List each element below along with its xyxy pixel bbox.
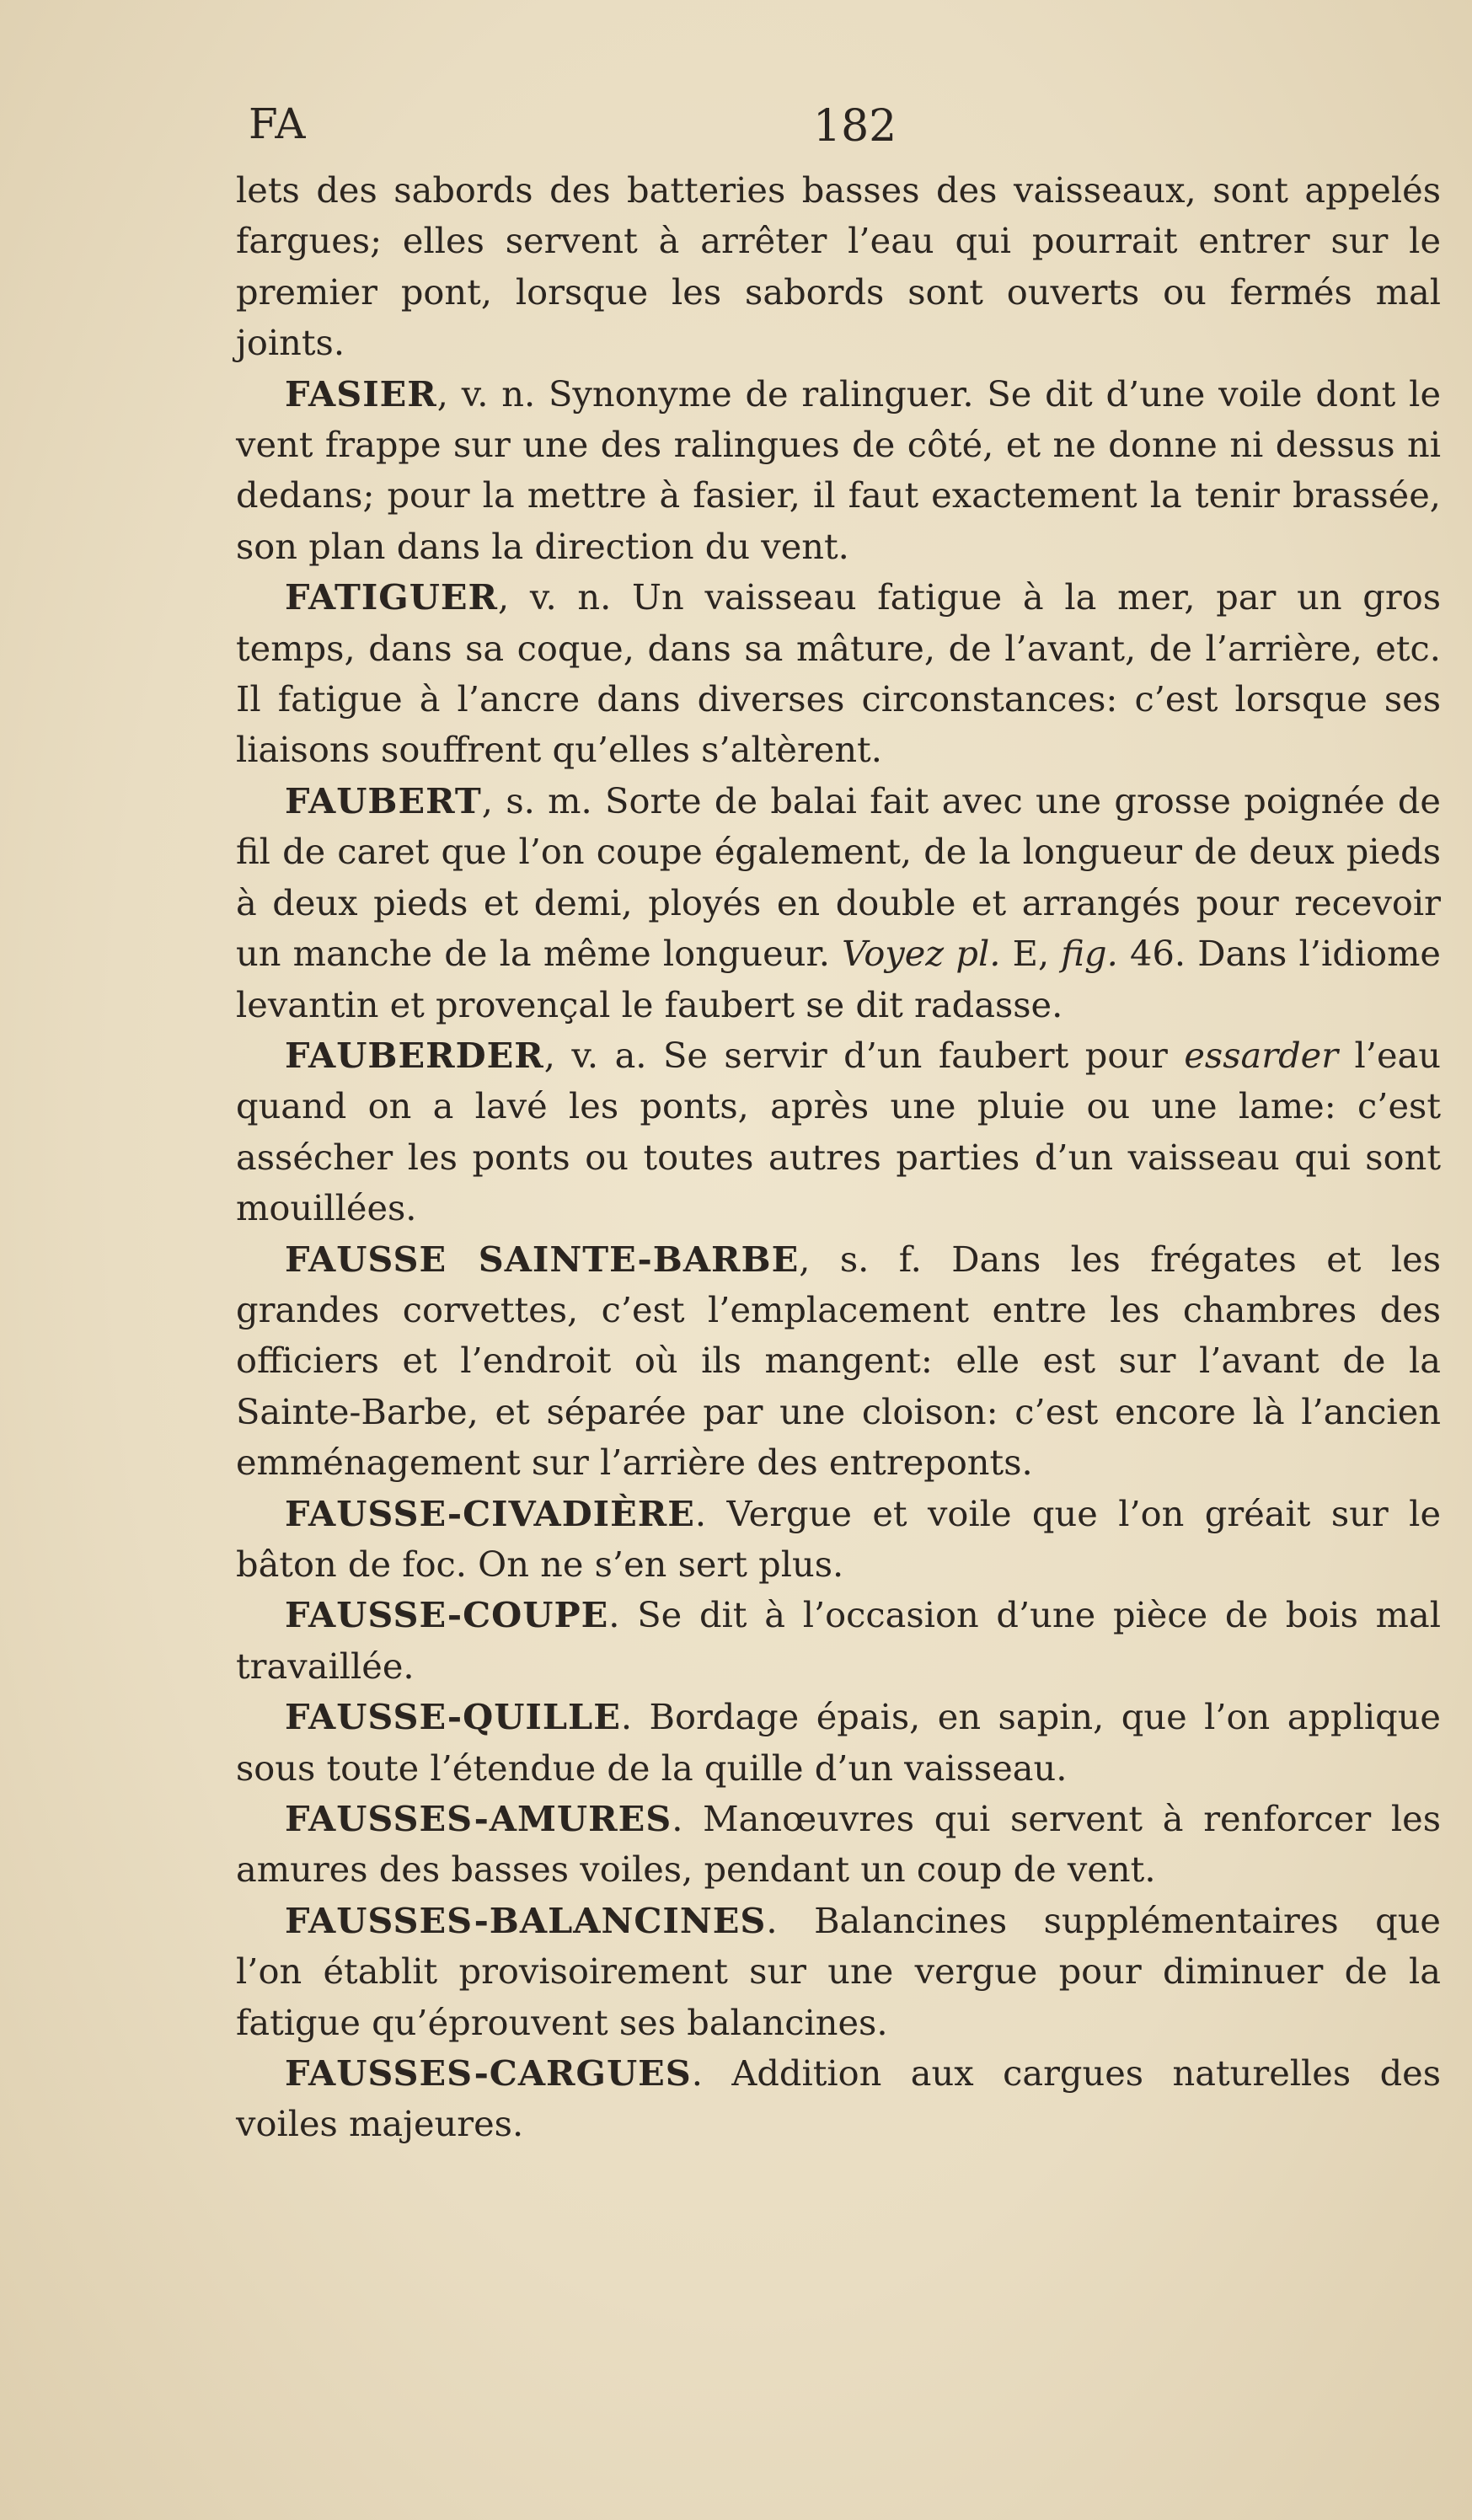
page-number: 182 — [813, 101, 897, 152]
headword: FAUBERDER — [285, 1034, 544, 1076]
entry-faubert — [236, 776, 1441, 1030]
grammar-note: , s. m. — [481, 779, 606, 821]
italic-term: essarder — [1184, 1034, 1339, 1076]
entry-fauberder — [236, 1030, 1441, 1234]
definition-end: 46. Dans l’idiome levantin et provençal le faubert se dit radasse. — [236, 933, 1441, 1025]
grammar-note: . — [672, 1798, 704, 1839]
definition: Se dit à l’occasion d’une pièce de bois mal travaillée. — [236, 1594, 1441, 1687]
definition: Vergue et voile que l’on gréait sur le bâton de foc. On ne s’en sert plus. — [236, 1492, 1442, 1585]
headword: FAUSSES-CARGUES — [285, 2052, 692, 2095]
entry-fatiguer — [236, 572, 1441, 776]
definition: Synonyme de ralinguer. Se dit d’une voile dont le vent frappe sur une des ralingues de côté, et ne donne ni dessus ni dedans; pour la mettre à fasier, il faut exactement la tenir brassée, son plan dans la direction du vent. — [236, 372, 1442, 567]
headword: FAUSSE-COUPE — [285, 1594, 609, 1636]
page-header — [249, 99, 1437, 158]
grammar-note: . — [694, 1492, 727, 1534]
headword: FAUSSE-QUILLE — [285, 1696, 621, 1738]
definition: Dans les frégates et les grandes corvettes, c’est l’emplacement entre les chambres des officiers et l’endroit où ils mangent: elle est sur l’avant de la Sainte-Barbe, et séparée par une cloison: c’est encore là l’ancien emménagement sur l’arrière des entreponts. — [236, 1238, 1442, 1484]
grammar-note: . — [766, 1899, 815, 1941]
plate-reference: Voyez pl. — [842, 933, 1001, 975]
headword: FAUSSES-BALANCINES — [285, 1899, 767, 1941]
continuation-paragraph: lets des sabords des batteries basses des vaisseaux, sont appelés fargues; elles servent à arrêter l’eau qui pourrait entrer sur le premier pont, lorsque les sabords sont ouverts ou fermés mal joints. — [236, 169, 1441, 364]
entry-fausses-balancines — [236, 1896, 1441, 2048]
running-head: FA — [249, 99, 307, 148]
entry-fausse-coupe — [236, 1590, 1441, 1692]
entry-fausses-amures — [236, 1794, 1441, 1896]
definition: Addition aux cargues naturelles des voiles majeures. — [236, 2052, 1441, 2145]
definition: Un vaisseau fatigue à la mer, par un gros temps, dans sa coque, dans sa mâture, de l’avant, de l’arrière, etc. Il fatigue à l’ancre dans diverses circonstances: c’est lorsque ses liaisons souffrent qu’elles s’altèrent. — [236, 576, 1441, 771]
grammar-note: , v. n. — [436, 372, 549, 415]
grammar-note: . — [620, 1696, 650, 1738]
page-body — [236, 165, 1441, 2150]
definition: Sorte de balai fait avec une grosse poignée de fil de caret que l’on coupe également, de la longueur de deux pieds à deux pieds et demi, ployés en double et arrangés pour recevoir un manche de la même longueur. — [236, 779, 1441, 975]
figure-reference: fig. — [1061, 933, 1118, 975]
definition: Se servir d’un faubert pour — [662, 1034, 1185, 1076]
entry-fausse-sainte-barbe — [236, 1234, 1441, 1489]
definition-end: l’eau quand on a lavé les ponts, après une pluie ou une lame: c’est assécher les ponts ou toutes autres parties d’un vaisseau qui sont mouillées. — [236, 1034, 1442, 1229]
plate-letter: E, — [1000, 933, 1062, 975]
grammar-note: . — [691, 2052, 732, 2095]
headword: FATIGUER — [285, 576, 499, 618]
entry-fausse-quille — [236, 1692, 1441, 1794]
headword: FAUSSES-AMURES — [285, 1798, 672, 1839]
grammar-note: , v. n. — [498, 576, 633, 618]
entry-fausses-cargues — [236, 2048, 1441, 2150]
grammar-note: . — [608, 1594, 638, 1636]
definition: Bordage épais, en sapin, que l’on applique sous toute l’étendue de la quille d’un vaisseau. — [236, 1696, 1441, 1789]
headword: FASIER — [285, 372, 437, 415]
definition: Manœuvres qui servent à renforcer les amures des basses voiles, pendant un coup de vent. — [236, 1798, 1441, 1891]
entry-fausse-civadiere — [236, 1489, 1441, 1591]
grammar-note: , v. a. — [543, 1034, 663, 1076]
headword: FAUBERT — [285, 779, 482, 821]
headword: FAUSSE SAINTE-BARBE — [285, 1238, 800, 1280]
entry-fasier — [236, 369, 1441, 573]
grammar-note: , s. f. — [799, 1238, 952, 1280]
definition: Balancines supplémentaires que l’on établit provisoirement sur une vergue pour diminuer de la fatigue qu’éprouvent ses balancines. — [236, 1899, 1441, 2043]
headword: FAUSSE-CIVADIÈRE — [285, 1492, 695, 1534]
